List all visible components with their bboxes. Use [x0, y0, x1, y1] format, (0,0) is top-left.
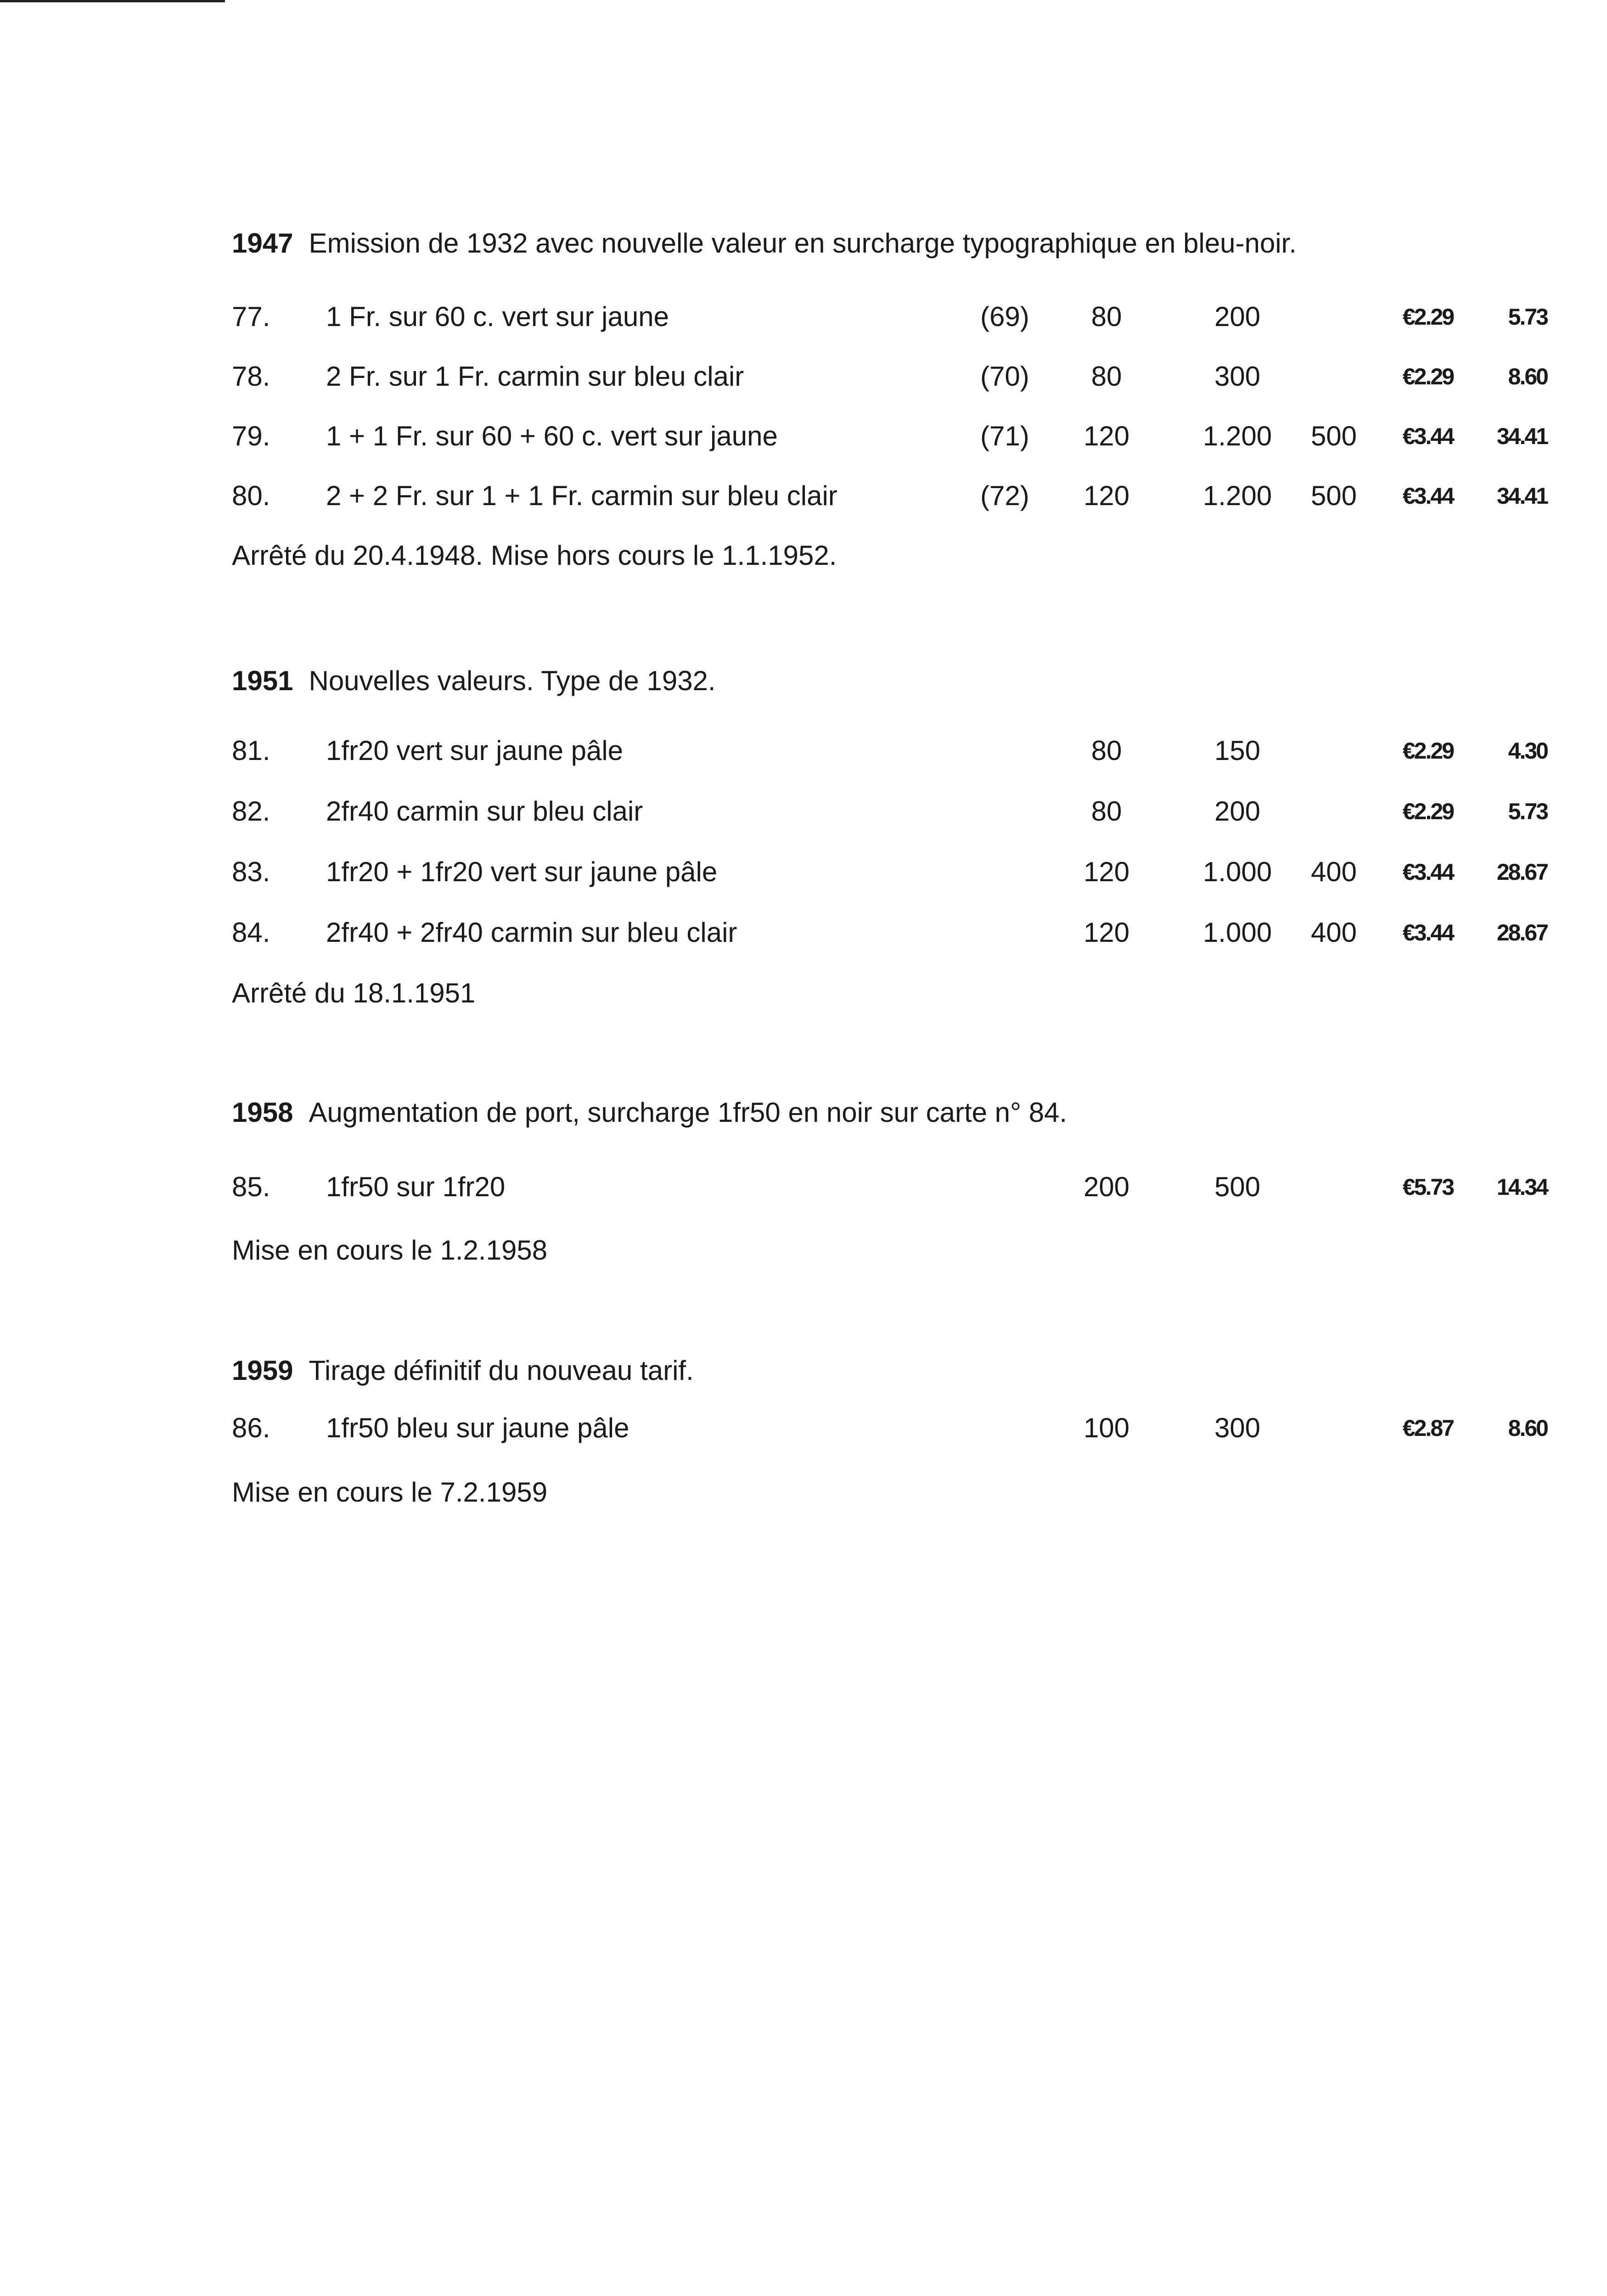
euro-price-2: 28.67: [1496, 859, 1547, 885]
item-number: 81.: [232, 735, 270, 766]
table-row: [0, 735, 1607, 771]
item-description: 1fr50 bleu sur jaune pâle: [326, 1412, 629, 1443]
section-note: Mise en cours le 1.2.1958: [232, 1235, 548, 1266]
section-year: 1947: [232, 228, 293, 259]
section-note: Arrêté du 20.4.1948. Mise hors cours le 1.1.1952.: [232, 540, 837, 571]
euro-price-1: €3.44: [1402, 483, 1453, 509]
euro-price-2: 14.34: [1496, 1174, 1547, 1200]
section-heading: [232, 1355, 694, 1386]
price-col-2: 200: [1214, 301, 1261, 332]
euro-price-2: 4.30: [1508, 738, 1547, 764]
table-row: [0, 1412, 1607, 1449]
item-reference: (69): [980, 301, 1029, 332]
item-number: 85.: [232, 1171, 270, 1202]
price-col-1: 80: [1091, 301, 1122, 332]
euro-price-1: €3.44: [1402, 920, 1453, 945]
price-col-1: 80: [1091, 361, 1122, 392]
table-row: [0, 1171, 1607, 1208]
price-col-3: 500: [1310, 421, 1357, 451]
euro-price-1: €2.29: [1402, 738, 1453, 764]
price-col-2: 1.000: [1202, 917, 1272, 948]
euro-price-1: €2.29: [1402, 304, 1453, 330]
euro-price-2: 8.60: [1508, 364, 1547, 389]
euro-price-1: €2.29: [1402, 364, 1453, 389]
section-year: 1958: [232, 1097, 293, 1128]
price-col-2: 200: [1214, 796, 1261, 827]
price-col-1: 100: [1083, 1412, 1130, 1443]
item-description: 1 + 1 Fr. sur 60 + 60 c. vert sur jaune: [326, 421, 778, 451]
price-col-2: 1.000: [1202, 856, 1272, 887]
item-description: 1 Fr. sur 60 c. vert sur jaune: [326, 301, 669, 332]
price-col-2: 150: [1214, 735, 1261, 766]
section-note: Mise en cours le 7.2.1959: [232, 1477, 548, 1508]
section-heading: [232, 227, 1297, 259]
item-number: 79.: [232, 421, 270, 451]
section-heading: [232, 665, 716, 697]
euro-price-1: €3.44: [1402, 423, 1453, 449]
euro-price-1: €2.87: [1402, 1415, 1453, 1441]
item-description: 2 + 2 Fr. sur 1 + 1 Fr. carmin sur bleu clair: [326, 480, 837, 511]
table-row: [0, 480, 1607, 517]
item-description: 2fr40 + 2fr40 carmin sur bleu clair: [326, 917, 737, 948]
table-row: [0, 856, 1607, 893]
euro-price-1: €3.44: [1402, 859, 1453, 885]
table-row: [0, 917, 1607, 953]
price-col-1: 120: [1083, 917, 1130, 948]
price-col-3: 500: [1310, 480, 1357, 511]
section-title: Tirage définitif du nouveau tarif.: [309, 1355, 694, 1386]
table-row: [0, 420, 1607, 457]
item-number: 86.: [232, 1412, 270, 1443]
table-row: [0, 301, 1607, 338]
price-col-3: 400: [1310, 856, 1357, 887]
item-number: 82.: [232, 796, 270, 827]
item-number: 80.: [232, 480, 270, 511]
item-reference: (71): [980, 421, 1029, 451]
section-note: Arrêté du 18.1.1951: [232, 978, 476, 1008]
item-number: 83.: [232, 856, 270, 887]
price-col-2: 300: [1214, 1412, 1261, 1443]
item-number: 84.: [232, 917, 270, 948]
table-row: [0, 360, 1607, 397]
price-col-1: 120: [1083, 480, 1130, 511]
euro-price-2: 5.73: [1508, 799, 1547, 824]
section-year: 1959: [232, 1355, 293, 1386]
euro-price-2: 28.67: [1496, 920, 1547, 945]
price-col-2: 1.200: [1202, 421, 1272, 451]
euro-price-2: 8.60: [1508, 1415, 1547, 1441]
euro-price-2: 5.73: [1508, 304, 1547, 330]
price-col-1: 80: [1091, 735, 1122, 766]
item-description: 1fr50 sur 1fr20: [326, 1171, 506, 1202]
section-title: Nouvelles valeurs. Type de 1932.: [309, 665, 716, 696]
euro-price-1: €2.29: [1402, 799, 1453, 824]
section-title: Emission de 1932 avec nouvelle valeur en surcharge typographique en bleu-noir.: [309, 228, 1297, 259]
item-reference: (72): [980, 480, 1029, 511]
item-description: 2fr40 carmin sur bleu clair: [326, 796, 643, 827]
euro-price-2: 34.41: [1496, 483, 1547, 509]
item-number: 78.: [232, 361, 270, 392]
item-reference: (70): [980, 361, 1029, 392]
item-number: 77.: [232, 301, 270, 332]
table-row: [0, 795, 1607, 832]
price-col-1: 120: [1083, 421, 1130, 451]
section-title: Augmentation de port, surcharge 1fr50 en noir sur carte n° 84.: [309, 1097, 1068, 1128]
price-col-1: 120: [1083, 856, 1130, 887]
price-col-3: 400: [1310, 917, 1357, 948]
euro-price-1: €5.73: [1402, 1174, 1453, 1200]
price-col-2: 500: [1214, 1171, 1261, 1202]
price-col-1: 80: [1091, 796, 1122, 827]
item-description: 1fr20 vert sur jaune pâle: [326, 735, 624, 766]
section-heading: [232, 1097, 1067, 1128]
price-col-2: 1.200: [1202, 480, 1272, 511]
section-year: 1951: [232, 665, 293, 696]
price-col-1: 200: [1083, 1171, 1130, 1202]
euro-price-2: 34.41: [1496, 423, 1547, 449]
price-col-2: 300: [1214, 361, 1261, 392]
item-description: 1fr20 + 1fr20 vert sur jaune pâle: [326, 856, 718, 887]
item-description: 2 Fr. sur 1 Fr. carmin sur bleu clair: [326, 361, 744, 392]
